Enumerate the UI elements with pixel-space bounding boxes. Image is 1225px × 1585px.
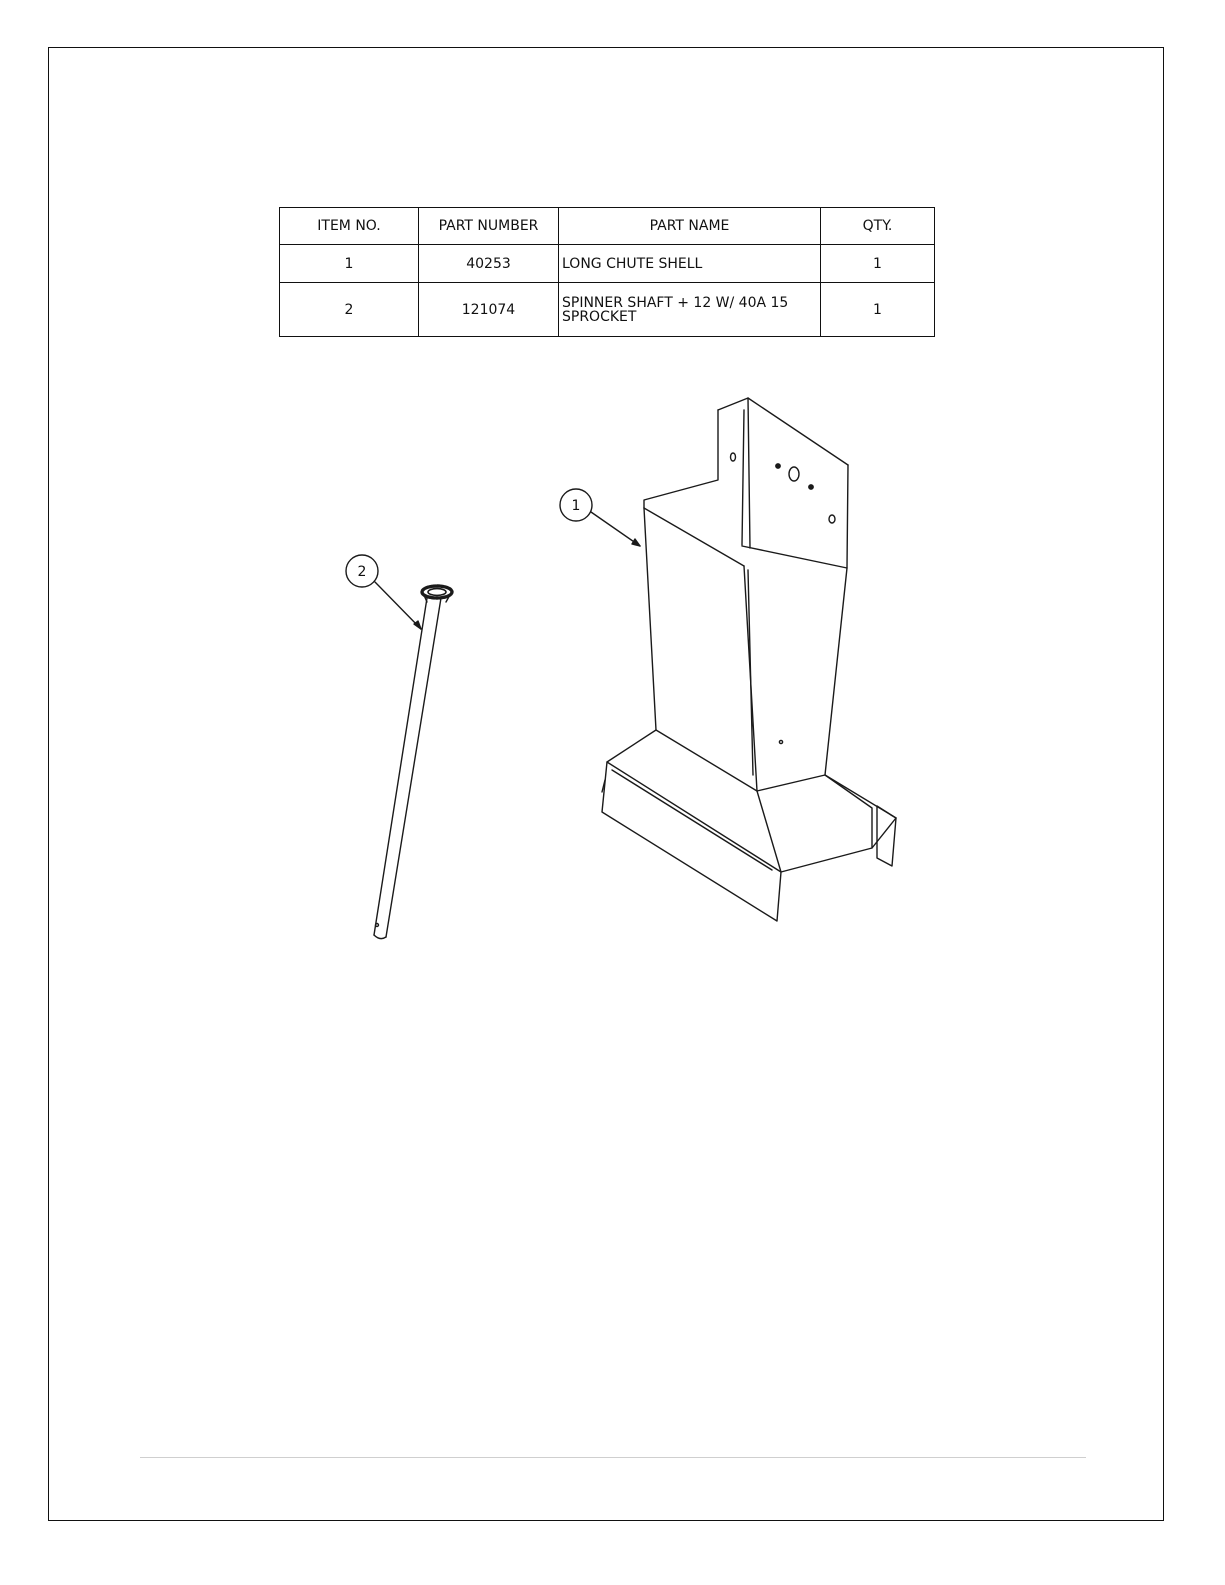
balloon-2-label: 2 [357,564,367,580]
header-item-no: ITEM NO. [280,208,419,245]
long-chute-shell-part [602,398,896,921]
cell-qty: 1 [821,283,935,337]
footer-divider [140,1457,1086,1458]
balloon-1-label: 1 [571,498,581,514]
sprocket-part [422,586,452,602]
header-part-name: PART NAME [559,208,821,245]
cell-part-name: SPINNER SHAFT + 12 W/ 40A 15 SPROCKET [559,283,821,337]
spinner-shaft-part [374,598,441,939]
cell-part-name: LONG CHUTE SHELL [559,245,821,283]
cell-item-no: 2 [280,283,419,337]
header-part-number: PART NUMBER [419,208,559,245]
header-qty: QTY. [821,208,935,245]
cell-item-no: 1 [280,245,419,283]
cell-part-number: 40253 [419,245,559,283]
cell-qty: 1 [821,245,935,283]
cell-part-number: 121074 [419,283,559,337]
